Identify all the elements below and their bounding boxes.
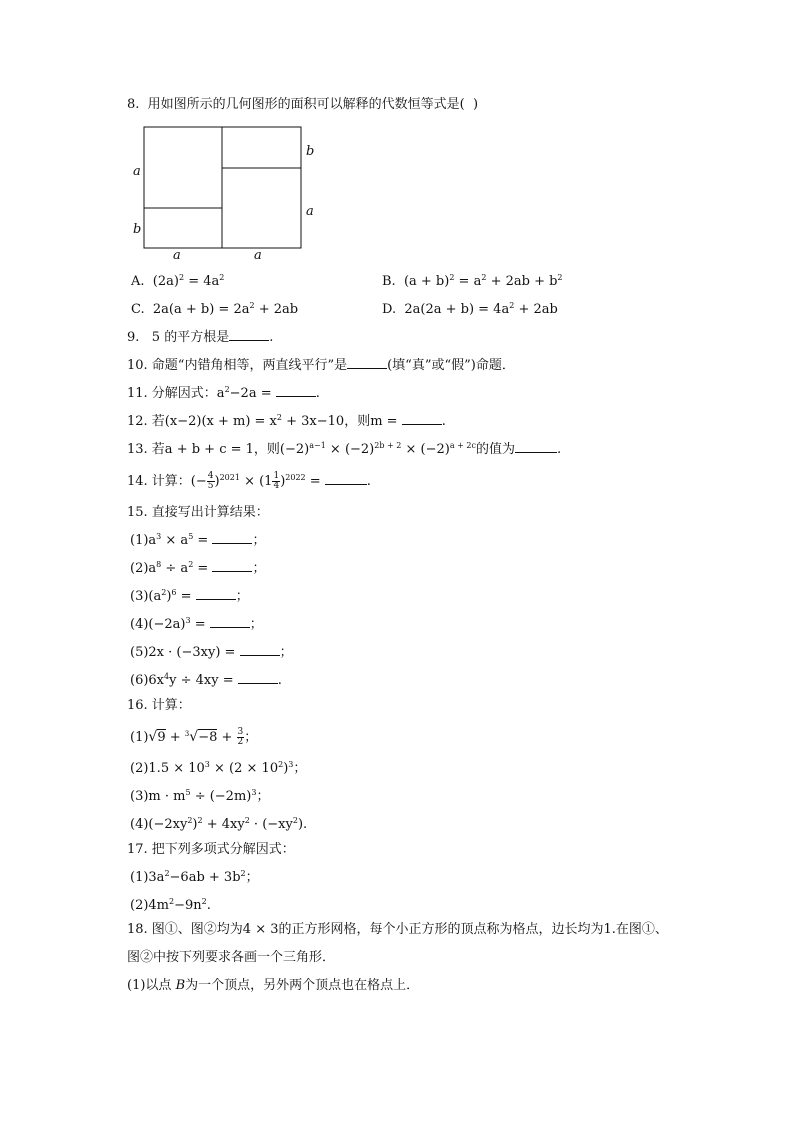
question-17-part-2: $(2)4m^2-9n^2$. (130, 897, 211, 913)
question-18-line-3: (1)以点 B为一个顶点，另外两个顶点也在格点上． (127, 978, 420, 993)
label-bottom-a1: a (173, 248, 181, 263)
answer-blank[interactable] (238, 672, 278, 684)
question-15-part-5: (5)2x · (−3xy) = ； (130, 645, 293, 660)
question-13: 13. 若a + b + c = 1，则$(-2)^{a-1} \times (-2)^{2b + 2} \times (-2)^{a + 2c}$的值为 . (127, 441, 562, 457)
answer-blank[interactable] (212, 532, 252, 544)
fraction: $\frac{4}{5}$ (207, 471, 214, 491)
answer-blank[interactable] (325, 473, 367, 485)
question-16-part-1: (1)√9 + $^3$√−8 + $\frac{3}{2}$ ； (130, 727, 258, 747)
answer-blank[interactable] (212, 560, 252, 572)
question-17-title: 17. 把下列多项式分解因式： (127, 842, 295, 857)
answer-blank[interactable] (210, 616, 250, 628)
question-16-part-3: $(3)m \cdot m^5 \div (-2m)^3$； (130, 788, 270, 804)
question-12: 12. 若$(x-2)(x + m) = x^2 + 3x-10$，则m = . (127, 413, 446, 429)
label-left-a: a (133, 164, 141, 179)
fraction: $\frac{1}{4}$ (273, 471, 280, 491)
answer-blank[interactable] (196, 588, 236, 600)
option-a[interactable]: A. $(2a)^2 = 4a^2$ (131, 273, 225, 289)
question-15-part-3: $(3)(a^2)^6$ = ； (130, 588, 249, 604)
answer-blank[interactable] (402, 413, 442, 425)
answer-blank[interactable] (276, 385, 316, 397)
question-16-part-2: $(2)1.5 \times 10^3 \times (2 \times 10^2)^3$； (130, 760, 307, 776)
label-right-b: b (306, 144, 315, 159)
question-15-part-2: $(2)a^8 \div a^2$ = ； (130, 560, 266, 576)
question-16-part-4: $(4)(-2xy^2)^2 + 4xy^2 \cdot (-xy^2)$. (130, 816, 308, 832)
question-8-stem: 8. 用如图所示的几何图形的面积可以解释的代数恒等式是( ) (127, 97, 479, 112)
answer-blank[interactable] (229, 329, 269, 341)
question-16-title: 16. 计算： (127, 698, 191, 713)
option-b[interactable]: B. $(a + b)^2 = a^2 + 2ab + b^2$ (382, 273, 563, 289)
question-15-part-1: $(1)a^3 \times a^5$ = ； (130, 532, 266, 548)
label-right-a: a (306, 204, 314, 219)
question-9: 9. 5 的平方根是 . (127, 330, 274, 345)
question-14: 14. 计算：(− $\frac{4}{5}$ )$^{2021}$ × (1 $\frac{1}{4}$ )$^{2022}$ = . (127, 471, 371, 491)
question-17-part-1: $(1)3a^2-6ab + 3b^2$； (130, 869, 259, 885)
question-11: 11. 分解因式：$a^2-2a$ = . (127, 385, 320, 401)
answer-blank[interactable] (240, 644, 280, 656)
question-15-part-4: $(4)(-2a)^3$ = ； (130, 616, 263, 632)
question-18-line-1: 18. 图①、图②均为4 × 3的正方形网格，每个小正方形的顶点称为格点，边长均为1.在图①、 (127, 922, 668, 937)
rectangle-diagram (128, 122, 328, 262)
option-c[interactable]: C. $2a(a + b) = 2a^2 + 2ab$ (131, 301, 299, 317)
question-18-line-2: 图②中按下列要求各画一个三角形． (127, 950, 336, 965)
fraction: $\frac{3}{2}$ (237, 727, 244, 747)
question-10: 10. 命题“内错角相等，两直线平行”是 (填“真”或“假”)命题． (127, 358, 515, 373)
option-d[interactable]: D. $2a(2a + b) = 4a^2 + 2ab$ (382, 301, 558, 317)
answer-blank[interactable] (347, 357, 387, 369)
answer-blank[interactable] (515, 441, 557, 453)
area-figure (128, 122, 328, 266)
question-15-part-6: $(6)6x^4y \div 4xy$ = . (130, 672, 282, 688)
label-left-b: b (133, 222, 142, 237)
question-15-title: 15. 直接写出计算结果： (127, 505, 269, 520)
label-bottom-a2: a (254, 248, 262, 263)
